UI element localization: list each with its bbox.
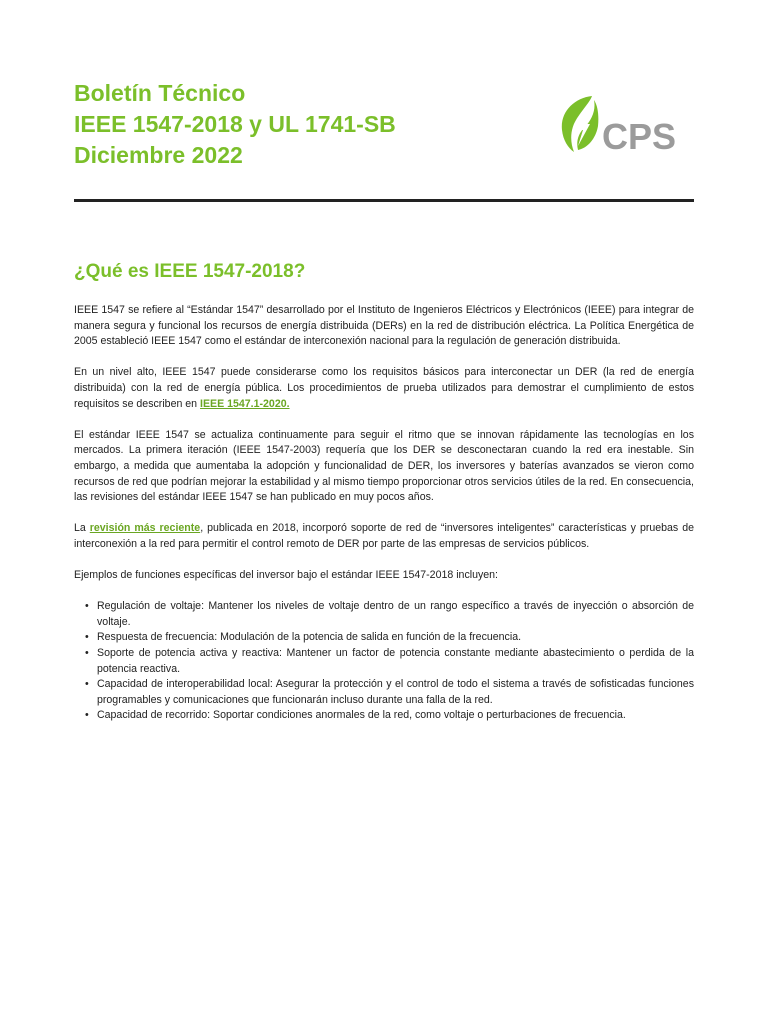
bulletin-title: Boletín Técnico (74, 80, 246, 106)
paragraph-examples-intro: Ejemplos de funciones específicas del inversor bajo el estándar IEEE 1547-2018 incluyen: (74, 569, 499, 582)
document-body (74, 303, 694, 724)
bulletin-date: Diciembre 2022 (74, 142, 243, 168)
list-item: • Capacidad de recorrido: Soportar condiciones anormales de la red, como voltaje o perturbaciones de frecuencia. (97, 708, 694, 724)
inverter-functions-list (74, 599, 694, 724)
paragraph-history: El estándar IEEE 1547 se actualiza continuamente para seguir el ritmo que se innovan rápidamente las tecnologías en los mercados. La primera iteración (IEEE 1547-2003) requería que los DER se desconectaran cuando la red era inestable. Sin embargo, a medida que aumentaba la adopción y funcionalidad de DER, los inversores y baterías avanzados se vieron como recursos de red que podrían mejorar la estabilidad y al mismo tiempo proporcionar otros servicios útiles de la red. En consecuencia, las revisiones del estándar IEEE 1547 se han publicado en muy pocos años. (74, 428, 694, 504)
paragraph-latest-revision-prefix: La (74, 522, 90, 535)
logo-text: CPS (602, 116, 677, 157)
list-item: • Capacidad de interoperabilidad local: Asegurar la protección y el control de todo el sistema a través de sofisticadas funciones programables y comunicaciones que funcionarán incluso durante una falla de la red. (97, 677, 694, 708)
cps-logo (556, 94, 696, 158)
bulletin-subject: IEEE 1547-2018 y UL 1741-SB (74, 111, 396, 137)
paragraph-intro: IEEE 1547 se refiere al “Estándar 1547” desarrollado por el Instituto de Ingenieros Eléctricos y Electrónicos (IEEE) para integrar de manera segura y funcional los recursos de energía distribuida (DERs) en la red de distribución eléctrica. La Política Energética de 2005 estableció IEEE 1547 como el estándar de interconexión nacional para la regulación de generación distribuida. (74, 304, 694, 348)
ieee-1547-1-2020-link[interactable]: IEEE 1547.1-2020. (200, 397, 290, 410)
list-item: • Soporte de potencia activa y reactiva: Mantener un factor de potencia constante mediante abastecimiento o perdida de la potencia reactiva. (97, 646, 694, 677)
document-header (74, 78, 396, 171)
paragraph-latest-revision-text: , publicada en 2018, incorporó soporte de red de “inversores inteligentes” características y pruebas de interconexión a la red para permitir el control remoto de DER por parte de las empresas de servicios públicos. (74, 522, 694, 550)
list-item: • Respuesta de frecuencia: Modulación de la potencia de salida en función de la frecuencia. (97, 630, 694, 646)
paragraph-overview-text: En un nivel alto, IEEE 1547 puede considerarse como los requisitos básicos para interconectar un DER (la red de energía distribuida) con la red de energía pública. Los procedimientos de prueba utilizados para demostrar el cumplimiento de estos requisitos se describen en (74, 366, 694, 410)
paragraph-overview (74, 365, 694, 412)
section-title: ¿Qué es IEEE 1547-2018? (74, 261, 306, 282)
header-divider (74, 199, 694, 202)
list-item: • Regulación de voltaje: Mantener los niveles de voltaje dentro de un rango específico a través de inyección o absorción de voltaje. (97, 599, 694, 630)
leaf-lightning-icon (556, 94, 696, 158)
latest-revision-link[interactable]: revisión más reciente (89, 522, 201, 535)
paragraph-latest-revision (74, 521, 694, 552)
